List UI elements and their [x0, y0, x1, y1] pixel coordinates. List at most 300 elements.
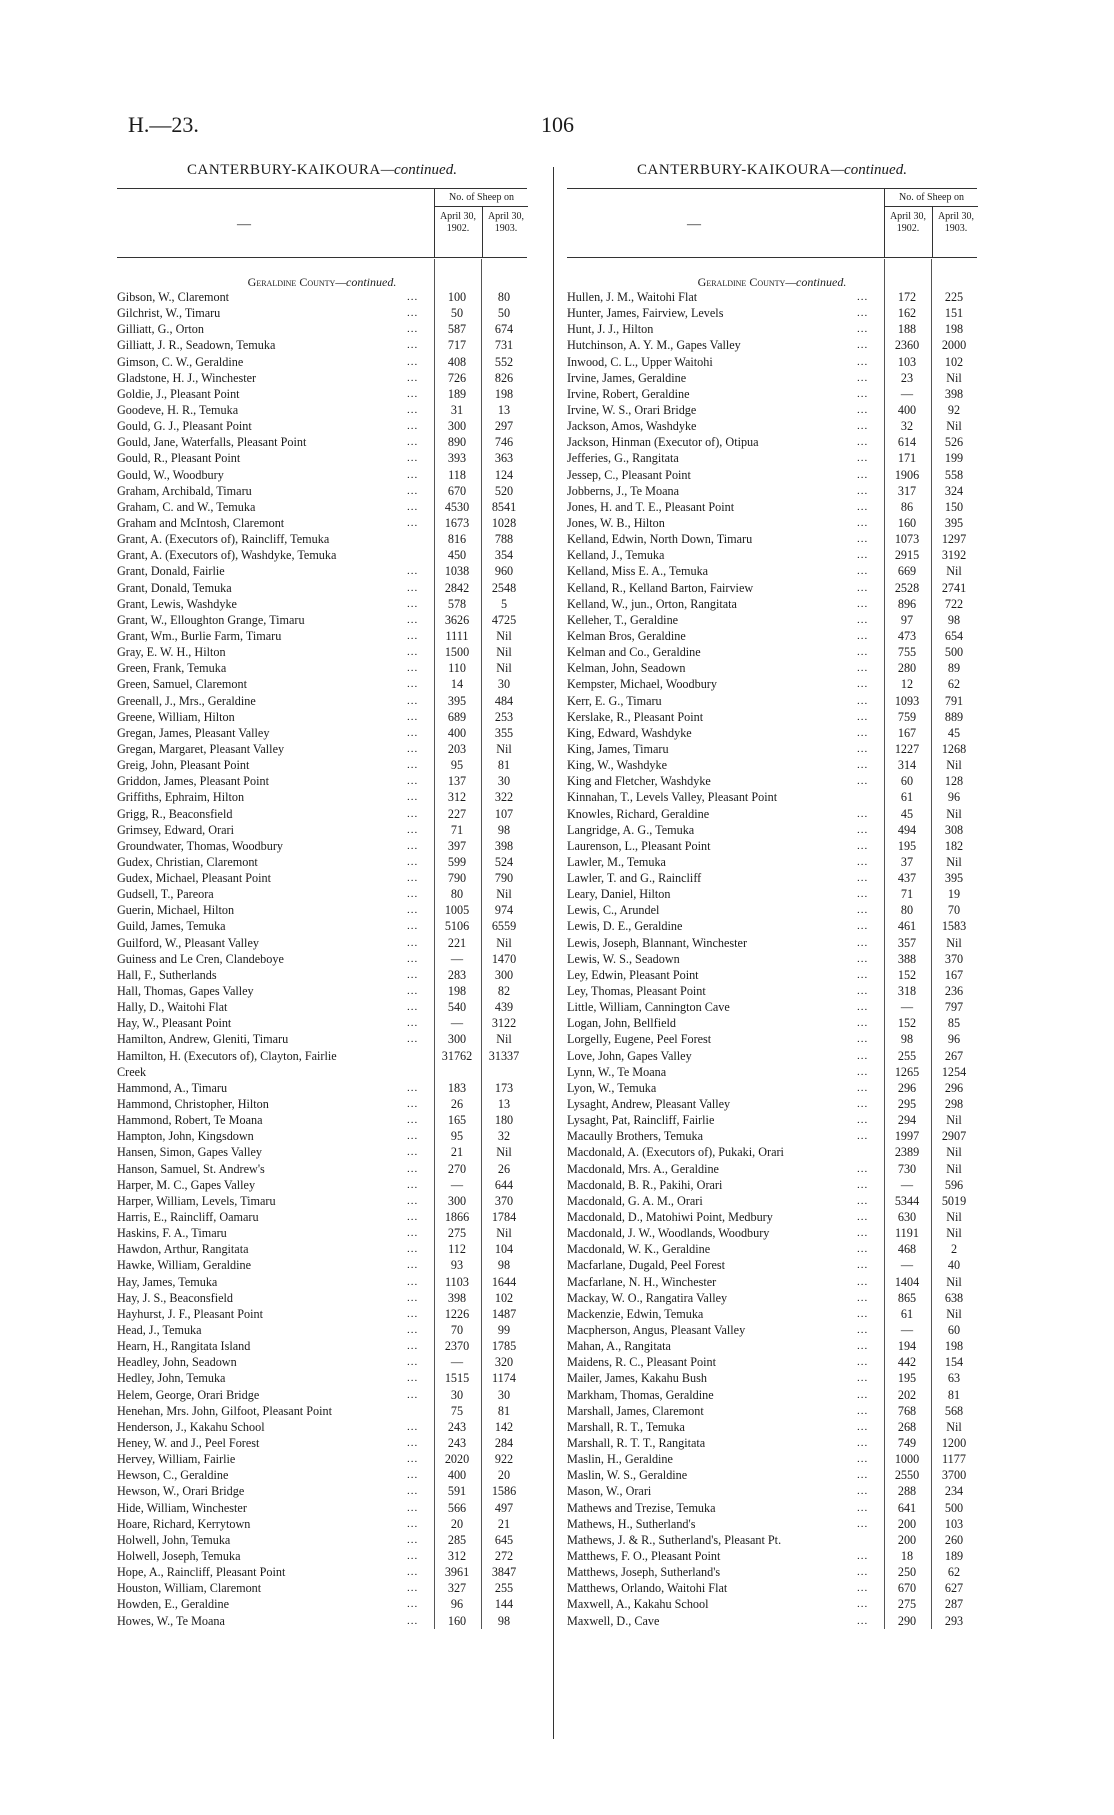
leader-dots: ...: [407, 823, 419, 836]
leader-dots: ...: [407, 1178, 419, 1191]
left-section-heading: [117, 275, 527, 289]
owner-name-cell: Grant, A. (Executors of), Raincliff, Temuka: [117, 532, 330, 547]
sheep-1902-cell: 1404: [894, 1274, 920, 1289]
leader-dots: ...: [407, 1453, 419, 1466]
table-row: [117, 1144, 527, 1160]
owner-name-cell: Guilford, W., Pleasant Valley: [117, 935, 259, 950]
sheep-1903-cell: 363: [494, 451, 514, 466]
sheep-1902-cell: 759: [897, 709, 917, 724]
owner-name-cell: Macfarlane, N. H., Winchester: [567, 1274, 717, 1289]
leader-dots: ...: [857, 952, 869, 965]
table-row: [117, 1306, 527, 1322]
owner-name-cell: Graham, C. and W., Temuka: [117, 499, 256, 514]
leader-dots: ...: [857, 565, 869, 578]
leader-dots: ...: [407, 1275, 419, 1288]
table-row: [567, 1096, 977, 1112]
owner-name-cell: Griddon, James, Pleasant Point: [117, 774, 269, 789]
owner-name-cell: Macdonald, Mrs. A., Geraldine: [567, 1161, 719, 1176]
table-row: [567, 999, 977, 1015]
sheep-1903-cell: 13: [497, 1097, 511, 1112]
table-row: [117, 1580, 527, 1596]
table-row: [567, 370, 977, 386]
owner-name-cell: King and Fletcher, Washdyke: [567, 774, 711, 789]
leader-dots: ...: [407, 307, 419, 320]
sheep-1903-cell: 198: [944, 322, 964, 337]
sheep-1903-cell: 322: [494, 790, 514, 805]
table-row: [567, 1290, 977, 1306]
sheep-1903-cell: 398: [494, 838, 514, 853]
sheep-1902-cell: —: [450, 1177, 464, 1192]
table-row: [567, 596, 977, 612]
leader-dots: ...: [407, 726, 419, 739]
owner-name-cell: Jackson, Amos, Washdyke: [567, 419, 697, 434]
owner-name-cell: Knowles, Richard, Geraldine: [567, 806, 710, 821]
left-column: [117, 162, 527, 1629]
left-section-continued: —continued.: [335, 275, 397, 289]
sheep-1902-cell: 5106: [444, 919, 470, 934]
table-row: [117, 1532, 527, 1548]
leader-dots: ...: [407, 1211, 419, 1224]
sheep-1902-cell: 194: [897, 1339, 917, 1354]
right-group-label: No. of Sheep on: [885, 189, 978, 207]
leader-dots: ...: [857, 323, 869, 336]
owner-name-cell: Macpherson, Angus, Pleasant Valley: [567, 1323, 746, 1337]
sheep-1902-cell: 1038: [444, 564, 470, 579]
sheep-1903-cell: 198: [944, 1339, 964, 1354]
left-col2-header: April 30, 1903.: [482, 207, 529, 257]
leader-dots: ...: [857, 484, 869, 497]
sheep-1902-cell: 1515: [444, 1371, 470, 1386]
table-row: [117, 1370, 527, 1386]
sheep-1902-cell: 1227: [894, 741, 920, 756]
owner-name-cell: Jessep, C., Pleasant Point: [567, 467, 691, 482]
table-row: [117, 1048, 527, 1064]
leader-dots: ...: [857, 1065, 869, 1078]
sheep-1902-cell: 689: [447, 709, 467, 724]
owner-name-cell: Gimson, C. W., Geraldine: [117, 354, 244, 369]
table-row: [567, 1548, 977, 1564]
sheep-1902-cell: 283: [447, 967, 467, 982]
owner-name-cell: Little, William, Cannington Cave: [567, 1000, 730, 1015]
right-table-header: [567, 188, 977, 258]
leader-dots: ...: [857, 678, 869, 691]
sheep-1902-cell: 80: [900, 903, 914, 918]
sheep-1903-cell: Nil: [946, 419, 962, 434]
sheep-1902-cell: 641: [897, 1500, 917, 1515]
sheep-1902-cell: 726: [447, 370, 467, 385]
sheep-1903-cell: 60: [947, 1323, 961, 1337]
sheep-1903-cell: Nil: [946, 370, 962, 385]
sheep-1903-cell: 293: [944, 1613, 964, 1628]
leader-dots: ...: [857, 1372, 869, 1385]
table-row: [117, 483, 527, 499]
table-row: [117, 418, 527, 434]
sheep-1902-cell: 669: [897, 564, 917, 579]
sheep-1902-cell: 93: [450, 1258, 464, 1273]
table-row: [117, 450, 527, 466]
table-row: [117, 789, 527, 805]
table-row: [117, 1080, 527, 1096]
table-row: [567, 918, 977, 934]
sheep-1902-cell: 670: [897, 1581, 917, 1596]
leader-dots: ...: [857, 807, 869, 820]
sheep-1902-cell: 97: [900, 612, 914, 627]
sheep-1902-cell: 730: [897, 1161, 917, 1176]
sheep-1903-cell: 1785: [491, 1339, 517, 1354]
owner-name-cell: Mahan, A., Rangitata: [567, 1339, 671, 1354]
leader-dots: ...: [857, 436, 869, 449]
table-row: [117, 1500, 527, 1516]
sheep-1903-cell: 32: [497, 1129, 511, 1144]
table-row: [567, 612, 977, 628]
sheep-1902-cell: 442: [897, 1355, 917, 1370]
leader-dots: ...: [857, 1162, 869, 1175]
owner-name-cell: Guild, James, Temuka: [117, 919, 226, 934]
table-row: [117, 305, 527, 321]
table-row: [117, 1322, 527, 1338]
leader-dots: ...: [857, 1356, 869, 1369]
column-divider: [553, 167, 554, 1739]
owner-name-cell: Gray, E. W. H., Hilton: [117, 645, 226, 660]
sheep-1902-cell: 162: [897, 306, 917, 321]
table-row: [567, 499, 977, 515]
leader-dots: ...: [407, 1388, 419, 1401]
owner-name-cell: Logan, John, Bellfield: [567, 1016, 676, 1031]
leader-dots: ...: [407, 1243, 419, 1256]
owner-name-cell: Hewson, C., Geraldine: [117, 1468, 229, 1483]
sheep-1903-cell: Nil: [946, 1419, 962, 1434]
owner-name-cell: Kelland, J., Temuka: [567, 548, 665, 563]
table-row: [567, 1080, 977, 1096]
owner-name-cell: Kelleher, T., Geraldine: [567, 612, 679, 627]
sheep-1903-cell: 4725: [491, 612, 517, 627]
sheep-1902-cell: 100: [447, 290, 467, 304]
leader-dots: ...: [407, 629, 419, 642]
sheep-1902-cell: 160: [897, 515, 917, 530]
leader-dots: ...: [857, 1598, 869, 1611]
sheep-1903-cell: 974: [494, 903, 514, 918]
right-column: [567, 162, 977, 1629]
owner-name-cell: Matthews, F. O., Pleasant Point: [567, 1548, 721, 1563]
sheep-1903-cell: 370: [944, 951, 964, 966]
leader-dots: ...: [407, 355, 419, 368]
sheep-1902-cell: 200: [897, 1532, 917, 1547]
sheep-1903-cell: 596: [944, 1177, 964, 1192]
sheep-1903-cell: 731: [494, 338, 514, 353]
owner-name-cell: Kelland, Edwin, North Down, Timaru: [567, 532, 753, 547]
sheep-1903-cell: 70: [947, 903, 961, 918]
leader-dots: ...: [407, 1436, 419, 1449]
owner-name-cell: Grant, Donald, Temuka: [117, 580, 232, 595]
leader-dots: ...: [857, 1049, 869, 1062]
sheep-1902-cell: 295: [897, 1097, 917, 1112]
table-row: [117, 370, 527, 386]
table-row: [117, 935, 527, 951]
sheep-1903-cell: 558: [944, 467, 964, 482]
table-row: [117, 337, 527, 353]
sheep-1902-cell: 397: [447, 838, 467, 853]
sheep-1902-cell: 1997: [894, 1129, 920, 1144]
sheep-1903-cell: 26: [497, 1161, 511, 1176]
sheep-1903-cell: Nil: [496, 1145, 512, 1160]
sheep-1902-cell: 80: [450, 887, 464, 902]
sheep-1902-cell: 890: [447, 435, 467, 450]
sheep-1903-cell: 62: [947, 1565, 961, 1580]
table-row: [567, 1015, 977, 1031]
sheep-1902-cell: 1265: [894, 1064, 920, 1079]
sheep-1903-cell: 30: [497, 1387, 511, 1402]
sheep-1902-cell: 599: [447, 854, 467, 869]
sheep-1903-cell: 722: [944, 596, 964, 611]
leader-dots: ...: [407, 694, 419, 707]
table-row: [117, 531, 527, 547]
owner-name-cell: Jackson, Hinman (Executor of), Otipua: [567, 435, 759, 450]
sheep-1902-cell: 1866: [444, 1210, 470, 1225]
sheep-1903-cell: 826: [494, 370, 514, 385]
sheep-1903-cell: 189: [944, 1548, 964, 1563]
sheep-1903-cell: 674: [494, 322, 514, 337]
table-row: [567, 1241, 977, 1257]
sheep-1902-cell: 312: [447, 1548, 467, 1563]
owner-name-cell: Grant, A. (Executors of), Washdyke, Temuka: [117, 548, 337, 563]
owner-name-cell: Macaully Brothers, Temuka: [567, 1129, 703, 1144]
owner-name-cell: Maslin, H., Geraldine: [567, 1452, 673, 1467]
sheep-1902-cell: 152: [897, 967, 917, 982]
leader-dots: ...: [407, 500, 419, 513]
sheep-1903-cell: 92: [947, 402, 961, 417]
leader-dots: ...: [407, 985, 419, 998]
owner-name-cell: Hay, J. S., Beaconsfield: [117, 1290, 233, 1305]
leader-dots: ...: [407, 1227, 419, 1240]
sheep-1903-cell: 1583: [941, 919, 967, 934]
leader-dots: ...: [857, 1582, 869, 1595]
sheep-1903-cell: Nil: [946, 854, 962, 869]
owner-name-cell: Harper, M. C., Gapes Valley: [117, 1177, 256, 1192]
leader-dots: ...: [407, 1372, 419, 1385]
sheep-1902-cell: 1500: [444, 645, 470, 660]
leader-dots: ...: [407, 1114, 419, 1127]
owner-name-cell: Holwell, Joseph, Temuka: [117, 1548, 241, 1563]
sheep-1902-cell: —: [900, 386, 914, 401]
leader-dots: ...: [857, 1501, 869, 1514]
sheep-1902-cell: 195: [897, 1371, 917, 1386]
leader-dots: ...: [407, 436, 419, 449]
leader-dots: ...: [407, 791, 419, 804]
owner-name-cell: Macdonald, G. A. M., Orari: [567, 1193, 703, 1208]
leader-dots: ...: [407, 1598, 419, 1611]
owner-name-cell: Kerslake, R., Pleasant Point: [567, 709, 704, 724]
table-row: [567, 1613, 977, 1629]
leader-dots: ...: [407, 936, 419, 949]
owner-name-cell: Kinnahan, T., Levels Valley, Pleasant Point: [567, 790, 778, 805]
sheep-1903-cell: 62: [947, 677, 961, 692]
sheep-1902-cell: 23: [900, 370, 914, 385]
sheep-1903-cell: 287: [944, 1597, 964, 1612]
owner-name-cell: Macdonald, W. K., Geraldine: [567, 1242, 711, 1257]
sheep-1902-cell: 1191: [895, 1226, 919, 1241]
sheep-1903-cell: 8541: [491, 499, 517, 514]
owner-name-cell: Hall, Thomas, Gapes Valley: [117, 984, 254, 999]
table-row: [117, 1354, 527, 1370]
sheep-1903-cell: 103: [944, 1516, 964, 1531]
sheep-1902-cell: 468: [897, 1242, 917, 1257]
sheep-1902-cell: 195: [897, 838, 917, 853]
table-row: [567, 870, 977, 886]
leader-dots: ...: [407, 1485, 419, 1498]
leader-dots: ...: [857, 1001, 869, 1014]
owner-name-cell: Green, Samuel, Claremont: [117, 677, 247, 692]
sheep-1903-cell: 2000: [941, 338, 967, 353]
table-row: [567, 1354, 977, 1370]
sheep-1902-cell: 31: [450, 402, 464, 417]
leader-dots: ...: [857, 1033, 869, 1046]
leader-dots: ...: [407, 1324, 419, 1336]
leader-dots: ...: [407, 1033, 419, 1046]
leader-dots: ...: [407, 597, 419, 610]
table-row: [567, 676, 977, 692]
sheep-1903-cell: 960: [494, 564, 514, 579]
sheep-1902-cell: 768: [897, 1403, 917, 1418]
table-row: [117, 854, 527, 870]
table-row: [567, 967, 977, 983]
sheep-1902-cell: 250: [897, 1565, 917, 1580]
owner-name-cell: Hansen, Simon, Gapes Valley: [117, 1145, 262, 1160]
sheep-1902-cell: 160: [447, 1613, 467, 1628]
leader-dots: ...: [857, 710, 869, 723]
sheep-1903-cell: 96: [947, 790, 961, 805]
sheep-1902-cell: —: [450, 951, 464, 966]
sheep-1903-cell: 308: [944, 822, 964, 837]
sheep-1903-cell: 3847: [491, 1565, 517, 1580]
table-row: [117, 1387, 527, 1403]
sheep-1903-cell: 439: [494, 1000, 514, 1015]
owner-name-cell: Inwood, C. L., Upper Waitohi: [567, 354, 713, 369]
sheep-1903-cell: 234: [944, 1484, 964, 1499]
sheep-1902-cell: 18: [900, 1548, 914, 1563]
table-row: [117, 612, 527, 628]
table-row: [567, 822, 977, 838]
table-row: [117, 1483, 527, 1499]
table-row: [117, 596, 527, 612]
table-row: [117, 1241, 527, 1257]
table-row: [567, 515, 977, 531]
table-row: [567, 725, 977, 741]
owner-name-cell: Matthews, Joseph, Sutherland's: [567, 1565, 721, 1580]
leader-dots: ...: [857, 726, 869, 739]
table-row: [117, 1193, 527, 1209]
table-row: [567, 1161, 977, 1177]
owner-name-cell: Kelland, Miss E. A., Temuka: [567, 564, 709, 579]
leader-dots: ...: [857, 1178, 869, 1191]
table-row: [567, 337, 977, 353]
leader-dots: ...: [857, 613, 869, 626]
sheep-1902-cell: 61: [900, 790, 914, 805]
sheep-1903-cell: 645: [494, 1532, 514, 1547]
sheep-1902-cell: 275: [897, 1597, 917, 1612]
owner-name-cell: Irvine, Robert, Geraldine: [567, 386, 690, 401]
table-row: [117, 386, 527, 402]
sheep-1903-cell: Nil: [946, 1145, 962, 1160]
leader-dots: ...: [857, 581, 869, 594]
table-row: [117, 1338, 527, 1354]
owner-name-cell: Grant, Wm., Burlie Farm, Timaru: [117, 628, 282, 643]
owner-name-cell: Kelland, W., jun., Orton, Rangitata: [567, 596, 737, 611]
owner-name-cell: Grant, W., Elloughton Grange, Timaru: [117, 612, 305, 627]
sheep-1903-cell: 284: [494, 1435, 514, 1450]
owner-name-cell: Howden, E., Geraldine: [117, 1597, 230, 1612]
sheep-1902-cell: 2550: [894, 1468, 920, 1483]
right-title-text: CANTERBURY-KAIKOURA: [637, 162, 831, 178]
owner-name-cell: Maidens, R. C., Pleasant Point: [567, 1355, 716, 1370]
owner-name-cell: Maxwell, A., Kakahu School: [567, 1597, 709, 1612]
sheep-1902-cell: 790: [447, 871, 467, 886]
table-row: [567, 1387, 977, 1403]
sheep-1903-cell: 102: [944, 354, 964, 369]
sheep-1903-cell: 82: [497, 984, 511, 999]
table-row: [567, 1564, 977, 1580]
table-row: [117, 628, 527, 644]
table-row: [117, 1225, 527, 1241]
right-col1-header: April 30, 1902.: [889, 211, 927, 234]
owner-name-cell: Gladstone, H. J., Winchester: [117, 370, 257, 385]
sheep-1902-cell: 202: [897, 1387, 917, 1402]
sheep-1903-cell: Nil: [946, 1161, 962, 1176]
table-row: [117, 354, 527, 370]
sheep-1903-cell: 30: [497, 774, 511, 789]
sheep-1902-cell: 400: [447, 725, 467, 740]
leader-dots: ...: [857, 1340, 869, 1353]
table-row: [567, 854, 977, 870]
sheep-1903-cell: 98: [497, 1613, 511, 1628]
owner-name-cell: Hally, D., Waitohi Flat: [117, 1000, 228, 1015]
table-row: [117, 1161, 527, 1177]
leader-dots: ...: [407, 888, 419, 901]
owner-name-cell: Maxwell, D., Cave: [567, 1613, 660, 1628]
owner-name-cell: Hammond, Robert, Te Moana: [117, 1113, 263, 1128]
table-row: [567, 1580, 977, 1596]
sheep-1902-cell: 37: [900, 854, 914, 869]
table-row: [117, 580, 527, 596]
table-row: [567, 1500, 977, 1516]
sheep-1903-cell: 320: [494, 1355, 514, 1370]
table-row: [567, 1048, 977, 1064]
leader-dots: ...: [857, 597, 869, 610]
owner-name-cell: Goldie, J., Pleasant Point: [117, 386, 240, 401]
owner-name-cell: Greig, John, Pleasant Point: [117, 758, 250, 773]
leader-dots: ...: [857, 533, 869, 546]
owner-name-cell: Jones, W. B., Hilton: [567, 515, 665, 530]
sheep-1902-cell: 285: [447, 1532, 467, 1547]
table-row: [117, 1064, 527, 1080]
owner-name-cell: Kelman, John, Seadown: [567, 661, 686, 676]
sheep-1902-cell: 30: [450, 1387, 464, 1402]
leader-dots: ...: [407, 775, 419, 788]
sheep-1902-cell: 314: [897, 758, 917, 773]
sheep-1903-cell: Nil: [946, 1226, 962, 1241]
leader-dots: ...: [857, 1098, 869, 1111]
owner-name-cell: Holwell, John, Temuka: [117, 1532, 231, 1547]
owner-name-cell: Guerin, Michael, Hilton: [117, 903, 235, 918]
leader-dots: ...: [407, 839, 419, 852]
owner-name-cell: Grant, Donald, Fairlie: [117, 564, 225, 579]
left-title-continued: —continued.: [380, 162, 457, 178]
table-row: [567, 644, 977, 660]
table-row: [567, 402, 977, 418]
page-number: 106: [541, 112, 574, 137]
sheep-1903-cell: 1174: [492, 1371, 516, 1386]
sheep-1902-cell: 243: [447, 1435, 467, 1450]
owner-name-cell: Green, Frank, Temuka: [117, 661, 227, 676]
